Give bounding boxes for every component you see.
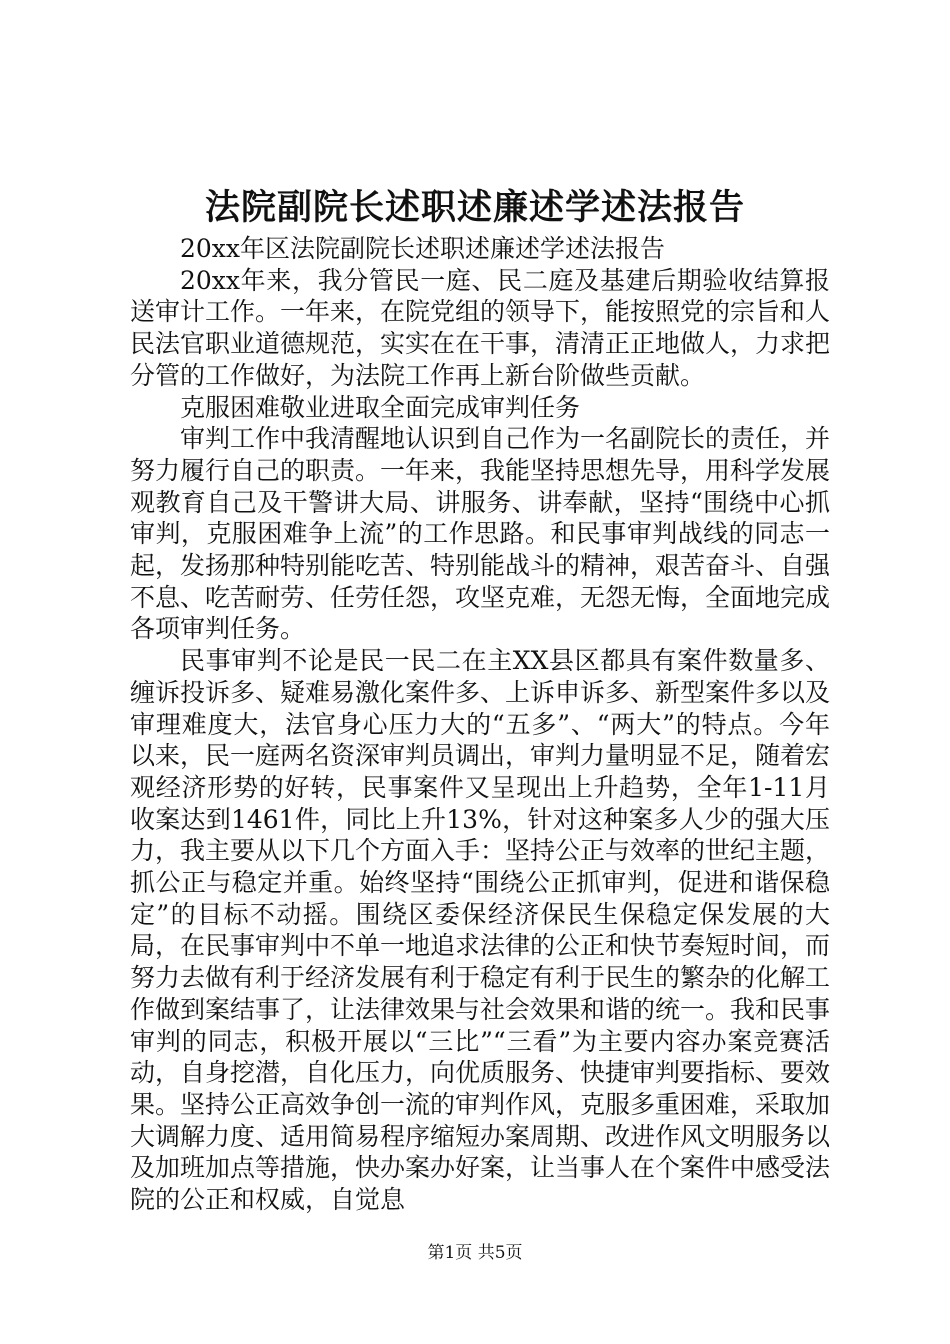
body-paragraph: 20xx年来，我分管民一庭、民二庭及基建后期验收结算报送审计工作。一年来，在院党组的领导下，能按照党的宗旨和人民法官职业道德规范，实实在在干事，清清正正地做人，力求把分管的工作做好，为法院工作再上新台阶做些贡献。 bbox=[130, 265, 831, 390]
section-heading: 克服困难敬业进取全面完成审判任务 bbox=[180, 392, 581, 422]
page-footer: 第1页 共5页 bbox=[427, 1243, 523, 1263]
document-body bbox=[130, 233, 830, 1216]
document-title: 法院副院长述职述廉述学述法报告 bbox=[204, 187, 745, 228]
body-paragraph: 审判工作中我清醒地认识到自己作为一名副院长的责任，并努力履行自己的职责。一年来，我能坚持思想先导，用科学发展观教育自己及干警讲大局、讲服务、讲奉献，坚持“围绕中心抓审判，克服困难争上流”的工作思路。和民事审判战线的同志一起，发扬那种特别能吃苦、特别能战斗的精神，艰苦奋斗、自强不息、吃苦耐劳、任劳任怨，攻坚克难，无怨无悔，全面地完成各项审判任务。 bbox=[130, 424, 831, 644]
body-paragraph: 民事审判不论是民一民二在主XX县区都具有案件数量多、缠诉投诉多、疑难易激化案件多、上诉申诉多、新型案件多以及审理难度大，法官身心压力大的“五多”、“两大”的特点。今年以来，民一庭两名资深审判员调出，审判力量明显不足，随着宏观经济形势的好转，民事案件又呈现出上升趋势，全年1-11月收案达到1461件，同比上升13%，针对这种案多人少的强大压力，我主要从以下几个方面入手：坚持公正与效率的世纪主题，抓公正与稳定并重。始终坚持“围绕公正抓审判，促进和谐保稳定”的目标不动摇。围绕区委保经济保民生保稳定保发展的大局，在民事审判中不单一地追求法律的公正和快节奏短时间，而努力去做有利于经济发展有利于稳定有利于民生的繁杂的化解工作做到案结事了，让法律效果与社会效果和谐的统一。我和民事审判的同志，积极开展以“三比”“三看”为主要内容办案竞赛活动，自身挖潜，自化压力，向优质服务、快捷审判要指标、要效果。坚持公正高效争创一流的审判作风，克服多重困难，采取加大调解力度、适用简易程序缩短办案周期、改进作风文明服务以及加班加点等措施，快办案办好案，让当事人在个案件中感受法院的公正和权威，自觉息 bbox=[130, 646, 831, 1215]
report-subtitle: 20xx年区法院副院长述职述廉述学述法报告 bbox=[180, 234, 666, 263]
